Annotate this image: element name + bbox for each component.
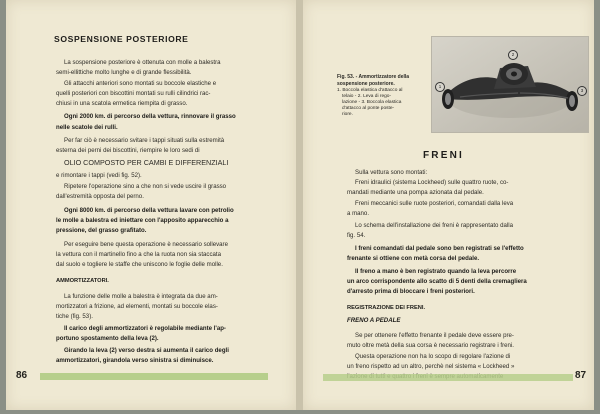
maintenance-note: Ogni 8000 km. di percorso della vettura lavare con petrolio <box>64 207 234 214</box>
paragraph-line: mortizzatori a frizione, ad elementi, montati su boccole elas- <box>56 303 218 310</box>
paragraph-line: Se per ottenere l'effetto frenante il pedale deve essere pre- <box>355 332 514 339</box>
paragraph-line: Gli attacchi anteriori sono montati su boccole elastiche e <box>64 80 217 87</box>
oil-type: OLIO COMPOSTO PER CAMBI E DIFFERENZIALI <box>64 158 229 167</box>
paragraph-line: Freni idraulici (sistema Lockheed) sulle quattro ruote, co- <box>355 179 509 186</box>
maintenance-note: pressione, del grasso grafitato. <box>56 227 147 234</box>
paragraph-line: Per far ciò è necessario svitare i tappi situati sulla estremità <box>64 137 225 144</box>
maintenance-note: un arco corrispondente allo scatto di 5 denti della cremagliera <box>347 278 527 285</box>
left-page <box>6 0 296 410</box>
paragraph-line: a mano. <box>347 210 370 217</box>
maintenance-note: portuno spostamento della leva (2). <box>56 335 159 342</box>
maintenance-note: Il carico degli ammortizzatori è regolabile mediante l'ap- <box>64 325 226 332</box>
paragraph-line: dall'estremità opposta del perno. <box>56 193 144 200</box>
maintenance-note: Girando la leva (2) verso destra si aumenta il carico degli <box>64 347 229 354</box>
paragraph-line: mandati mediante una pompa azionata dal pedale. <box>347 189 484 196</box>
maintenance-note: I freni comandati dal pedale sono ben registrati se l'effetto <box>355 245 524 252</box>
paragraph-line: e rimontare i tappi (vedi fig. 52). <box>56 172 142 179</box>
figure-caption-line: d'attacco al ponte poste- <box>342 106 395 111</box>
maintenance-note: le molle a balestra ed iniettare con l'apposito apparecchio a <box>56 217 229 224</box>
paragraph-line: Questa operazione non ha lo scopo di regolare l'azione di <box>355 353 511 360</box>
paragraph-line: chiusi in una scatola ermetica riempita di grasso. <box>56 100 188 107</box>
paragraph-line: quelli posteriori con biscottini montati su rulli cilindrici rac- <box>56 90 211 97</box>
subsection-title: REGISTRAZIONE DEI FRENI. <box>347 305 426 311</box>
figure-caption-line: telaio - 2. Leva di rego- <box>342 94 392 99</box>
footer-rule <box>40 373 268 380</box>
callout-3: 3 <box>577 86 587 96</box>
paragraph-line: Lo schema dell'installazione dei freni è rappresentato dalla <box>355 222 514 229</box>
paragraph-line: dal suolo e togliere le staffe che uniscono le foglie delle molle. <box>56 261 223 268</box>
paragraph-line: fig. 54. <box>347 232 366 239</box>
page-number: 87 <box>575 370 587 381</box>
paragraph-line: un freno rispetto ad un altro, perchè nel sistema « Lockheed » <box>347 363 515 370</box>
footer-rule <box>323 374 573 381</box>
section-title: SOSPENSIONE POSTERIORE <box>54 34 189 44</box>
paragraph-line: La funzione delle molle a balestra è integrata da due am- <box>64 293 218 300</box>
right-page <box>303 0 594 410</box>
paragraph-line: semi-ellittiche molto lunghe e di grande flessibilità. <box>56 69 192 76</box>
subsection-title: AMMORTIZZATORI. <box>56 278 109 284</box>
paragraph-line: tiche (fig. 53). <box>56 313 93 320</box>
figure-caption-title: Fig. 53. - Ammortizzatore della sospensione posteriore. <box>337 74 410 87</box>
paragraph-line: Sulla vettura sono montati: <box>355 169 428 176</box>
paragraph-line: Ripetere l'operazione sino a che non si vede uscire il grasso <box>64 183 227 190</box>
paragraph-line: Per eseguire bene questa operazione è necessario sollevare <box>64 241 228 248</box>
maintenance-note: frenante si ottiene con metà corsa del pedale. <box>347 255 480 262</box>
callout-2: 2 <box>508 50 518 60</box>
paragraph-line: la vettura con il martinello fino a che la ruota non sia staccata <box>56 251 221 258</box>
paragraph-line: muto oltre metà della sua corsa è necessario registrare i freni. <box>347 342 514 349</box>
paragraph-line: esterna dei perni dei biscottini, riempire le loro sedi di <box>56 147 200 154</box>
brakes-title: FRENI <box>423 150 464 161</box>
paragraph-line: La sospensione posteriore è ottenuta con molle a balestra <box>64 59 221 66</box>
subsection-subtitle: FRENO A PEDALE <box>347 317 401 324</box>
figure-caption-line: 1. Boccola elastica d'attacco al <box>337 88 403 93</box>
shock-absorber-figure <box>431 36 589 133</box>
maintenance-note: nelle scatole dei rulli. <box>56 124 118 131</box>
paragraph-line: Freni meccanici sulle ruote posteriori, comandati dalla leva <box>355 200 514 207</box>
figure-caption-line: lazione - 3. Boccola elastica <box>342 100 402 105</box>
book-gutter <box>296 0 303 410</box>
maintenance-note: ammortizzatori, girandola verso sinistra si diminuisce. <box>56 357 214 364</box>
page-number: 86 <box>16 370 28 381</box>
maintenance-note: Ogni 2000 km. di percorso della vettura, rinnovare il grasso <box>64 113 236 120</box>
callout-1: 1 <box>435 82 445 92</box>
figure-caption-line: riore. <box>342 112 353 117</box>
maintenance-note: Il freno a mano è ben registrato quando la leva percorre <box>355 268 517 275</box>
maintenance-note: d'arresto prima di bloccare i freni posteriori. <box>347 288 475 295</box>
